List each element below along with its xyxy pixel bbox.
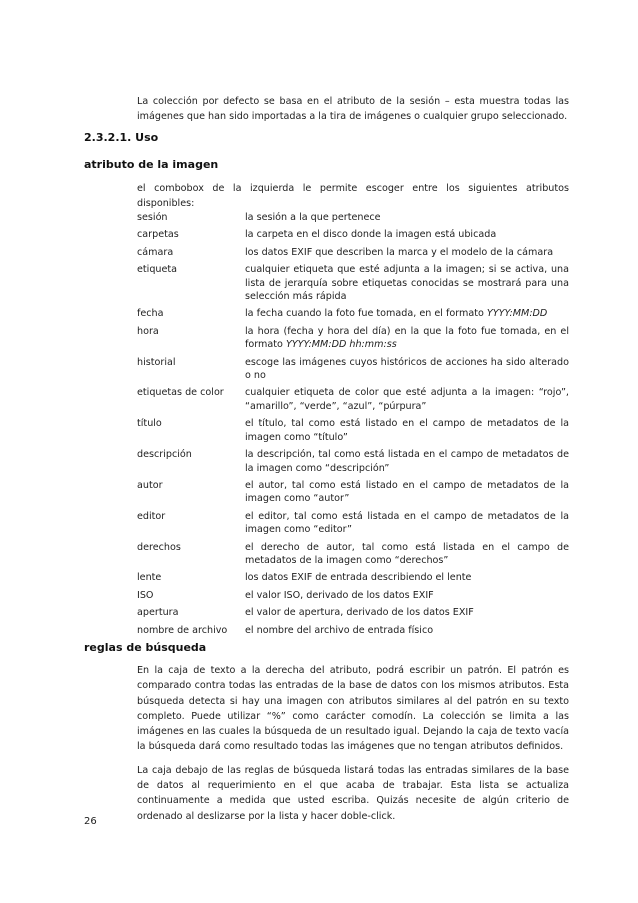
- format-pattern: YYYY:MM:DD hh:mm:ss: [285, 339, 397, 351]
- attribute-name: hora: [137, 325, 159, 337]
- attribute-name: lente: [137, 572, 162, 584]
- attribute-row: [137, 263, 569, 307]
- attribute-row: [137, 386, 569, 417]
- attribute-description: la fecha cuando la foto fue tomada, en el formato YYYY:MM:DD: [245, 308, 548, 320]
- attribute-name: derechos: [137, 541, 181, 553]
- attribute-name: carpetas: [137, 229, 179, 241]
- attribute-name: sesión: [137, 212, 168, 223]
- intro-block: [137, 94, 569, 125]
- attribute-name: descripción: [137, 449, 192, 461]
- intro-paragraph: La colección por defecto se basa en el atributo de la sesión – esta muestra todas las imágenes que han sido importadas a la tira de imágenes o cualquier grupo seleccionado.: [137, 96, 569, 123]
- attribute-row: [137, 228, 569, 245]
- attribute-row: [137, 307, 569, 324]
- attribute-row: [137, 606, 569, 623]
- attribute-description: el título, tal como está listado en el campo de metadatos de la imagen como “título”: [245, 418, 569, 443]
- attribute-row: [137, 624, 569, 641]
- attribute-heading: atributo de la imagen: [84, 158, 219, 171]
- attribute-name: cámara: [137, 246, 174, 258]
- attribute-description: el valor ISO, derivado de los datos EXIF: [245, 589, 434, 601]
- section-heading: 2.3.2.1. Uso: [84, 131, 159, 144]
- rules-paragraph-2: La caja debajo de las reglas de búsqueda listará todas las entradas similares de la base de datos al requerimiento en el que acaba de trabajar. Esta lista se actualiza continuamente a medida que usted escriba. Quizás necesite de algún criterio de ordenado al deslizarse por la lista y hacer doble-click.: [137, 764, 569, 822]
- attribute-description: escoge las imágenes cuyos históricos de acciones ha sido alterado o no: [245, 356, 569, 382]
- attribute-table: [137, 211, 569, 641]
- attribute-row: [137, 211, 569, 228]
- attribute-description: el derecho de autor, tal como está listada en el campo de metadatos de la imagen como “derechos”: [245, 541, 569, 566]
- attribute-row: [137, 356, 569, 387]
- attribute-name: apertura: [137, 607, 179, 619]
- attribute-name: nombre de archivo: [137, 624, 228, 636]
- attribute-description: los datos EXIF que describen la marca y el modelo de la cámara: [245, 246, 554, 258]
- attribute-name: historial: [137, 356, 176, 368]
- attribute-description: cualquier etiqueta de color que esté adjunta a la imagen: “rojo”, “amarillo”, “verde”, “azul”, “púrpura”: [245, 387, 569, 412]
- attribute-description: el editor, tal como está listada en el campo de metadatos de la imagen como “editor”: [245, 510, 569, 536]
- attribute-description: la sesión a la que pertenece: [245, 212, 381, 223]
- rules-block: [137, 663, 569, 824]
- attribute-intro: el combobox de la izquierda le permite escoger entre los siguientes atributos disponibles:: [137, 183, 569, 210]
- attribute-row: [137, 589, 569, 606]
- attribute-intro-block: [137, 181, 569, 212]
- rules-paragraph-1: En la caja de texto a la derecha del atributo, podrá escribir un patrón. El patrón es comparado contra todas las entradas de la base de datos con los mismos atributos. Esta búsqueda detecta si hay una imagen con atributos similares al del patrón en su texto completo. Puede utilizar “%” como carácter comodín. La colección se limita a las imágenes en las cuales la búsqueda de un resultado igual. Dejando la caja de texto vacía la búsqueda dará como resultado todas las imágenes que no tengan atributos definidos.: [137, 665, 569, 753]
- attribute-name: fecha: [137, 308, 164, 320]
- attribute-row: [137, 541, 569, 572]
- rules-heading: reglas de búsqueda: [84, 641, 207, 654]
- attribute-row: [137, 510, 569, 541]
- attribute-name: etiqueta: [137, 264, 178, 276]
- attribute-name: título: [137, 418, 162, 430]
- attribute-row: [137, 448, 569, 479]
- attribute-description: el autor, tal como está listado en el campo de metadatos de la imagen como “autor”: [245, 479, 569, 505]
- attribute-row: [137, 571, 569, 588]
- attribute-name: ISO: [137, 589, 154, 601]
- attribute-row: [137, 246, 569, 263]
- attribute-row: [137, 417, 569, 448]
- attribute-description: el valor de apertura, derivado de los datos EXIF: [245, 607, 474, 619]
- attribute-description: la descripción, tal como está listada en el campo de metadatos de la imagen como “descripción”: [245, 449, 569, 474]
- attribute-description: la hora (fecha y hora del día) en la que la foto fue tomada, en el formato YYYY:MM:DD hh:mm:ss: [245, 325, 569, 351]
- page-number: 26: [84, 816, 97, 827]
- attribute-description: la carpeta en el disco donde la imagen está ubicada: [245, 229, 497, 241]
- format-pattern: YYYY:MM:DD: [486, 308, 548, 320]
- attribute-row: [137, 479, 569, 510]
- attribute-name: editor: [137, 510, 166, 522]
- attribute-description: el nombre del archivo de entrada físico: [245, 624, 434, 636]
- attribute-name: autor: [137, 479, 163, 491]
- attribute-description: cualquier etiqueta que esté adjunta a la imagen; si se activa, una lista de jerarquía sobre etiquetas conocidas se mostrará para una selección más rápida: [245, 264, 569, 303]
- attribute-description: los datos EXIF de entrada describiendo el lente: [245, 572, 472, 584]
- attribute-name: etiquetas de color: [137, 387, 224, 399]
- attribute-row: [137, 325, 569, 356]
